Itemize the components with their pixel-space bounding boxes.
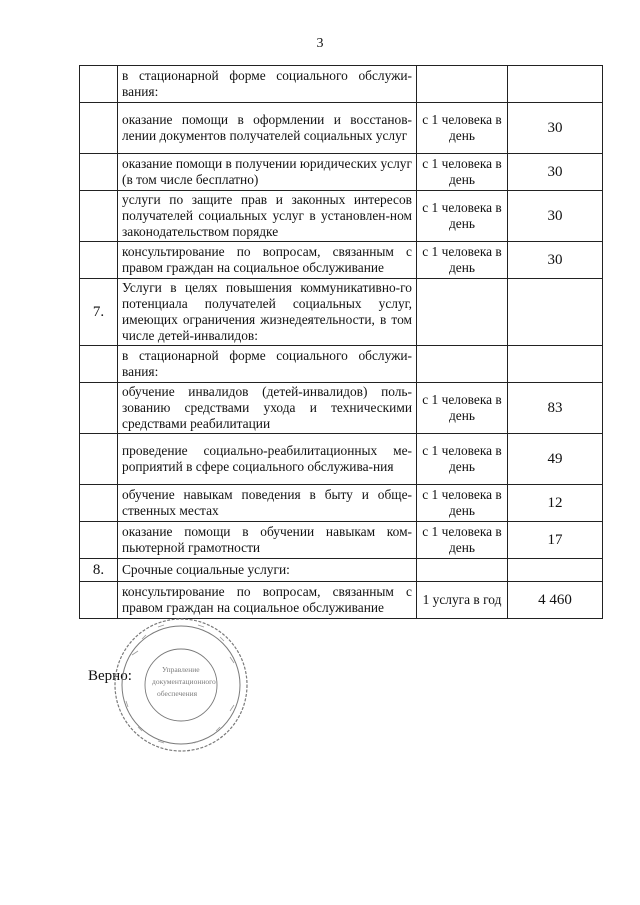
official-stamp xyxy=(112,615,250,755)
service-frequency: с 1 человека в день xyxy=(417,383,508,434)
row-number xyxy=(80,582,118,619)
service-frequency: с 1 человека в день xyxy=(417,242,508,279)
service-frequency: 1 услуга в год xyxy=(417,582,508,619)
stamp-inner-text-line: обеспечения xyxy=(157,689,198,698)
service-frequency xyxy=(417,279,508,346)
service-description: проведение социально-реабилитационных ме-роприятий в сфере социального обслужива-ния xyxy=(118,434,417,485)
service-value: 83 xyxy=(508,383,603,434)
service-description: оказание помощи в оформлении и восстанов-лении документов получателей социальных услуг xyxy=(118,103,417,154)
table-row xyxy=(80,242,603,279)
service-frequency: с 1 человека в день xyxy=(417,434,508,485)
row-number xyxy=(80,485,118,522)
service-description: услуги по защите прав и законных интересов получателей социальных услуг в установлен-ном законодательством порядке xyxy=(118,191,417,242)
table-row xyxy=(80,434,603,485)
table-row xyxy=(80,346,603,383)
row-number xyxy=(80,383,118,434)
row-number: 8. xyxy=(80,559,118,582)
table-row xyxy=(80,279,603,346)
service-value: 30 xyxy=(508,103,603,154)
service-frequency xyxy=(417,559,508,582)
stamp-inner-text-line: документационного xyxy=(152,677,216,686)
service-frequency: с 1 человека в день xyxy=(417,154,508,191)
service-value xyxy=(508,559,603,582)
service-description: в стационарной форме социального обслужи-вания: xyxy=(118,66,417,103)
row-number xyxy=(80,434,118,485)
row-number xyxy=(80,522,118,559)
service-value: 12 xyxy=(508,485,603,522)
service-value xyxy=(508,279,603,346)
service-description: консультирование по вопросам, связанным с правом граждан на социальное обслуживание xyxy=(118,582,417,619)
service-value xyxy=(508,66,603,103)
service-frequency: с 1 человека в день xyxy=(417,103,508,154)
service-value xyxy=(508,346,603,383)
service-value: 4 460 xyxy=(508,582,603,619)
service-value: 17 xyxy=(508,522,603,559)
service-value: 30 xyxy=(508,154,603,191)
row-number xyxy=(80,66,118,103)
service-frequency: с 1 человека в день xyxy=(417,485,508,522)
certification-label: Верно: xyxy=(88,668,132,684)
page-number: 3 xyxy=(316,36,324,51)
table-row xyxy=(80,522,603,559)
stamp-inner-text-line: Управление xyxy=(162,665,200,674)
table-row xyxy=(80,66,603,103)
table-row xyxy=(80,191,603,242)
service-description: обучение инвалидов (детей-инвалидов) поль-зованию средствами ухода и техническими средствами реабилитации xyxy=(118,383,417,434)
service-description: обучение навыкам поведения в быту и обще-ственных местах xyxy=(118,485,417,522)
stamp-seal-graphic xyxy=(112,615,250,755)
table-row xyxy=(80,485,603,522)
services-table xyxy=(79,65,603,619)
table-row xyxy=(80,154,603,191)
service-section-heading: Срочные социальные услуги: xyxy=(118,559,417,582)
service-section-heading: Услуги в целях повышения коммуникативно-го потенциала получателей социальных услуг, имеющих ограничения жизнедеятельности, в том числе детей-инвалидов: xyxy=(118,279,417,346)
table-row xyxy=(80,383,603,434)
row-number xyxy=(80,346,118,383)
service-value: 49 xyxy=(508,434,603,485)
service-value: 30 xyxy=(508,242,603,279)
service-description: консультирование по вопросам, связанным с правом граждан на социальное обслуживание xyxy=(118,242,417,279)
service-description: в стационарной форме социального обслужи-вания: xyxy=(118,346,417,383)
service-description: оказание помощи в получении юридических услуг (в том числе бесплатно) xyxy=(118,154,417,191)
service-frequency xyxy=(417,66,508,103)
table-row xyxy=(80,559,603,582)
service-description: оказание помощи в обучении навыкам ком-пьютерной грамотности xyxy=(118,522,417,559)
row-number xyxy=(80,242,118,279)
service-frequency: с 1 человека в день xyxy=(417,522,508,559)
row-number xyxy=(80,154,118,191)
table-row xyxy=(80,582,603,619)
table-row xyxy=(80,103,603,154)
service-value: 30 xyxy=(508,191,603,242)
row-number xyxy=(80,103,118,154)
row-number xyxy=(80,191,118,242)
service-frequency: с 1 человека в день xyxy=(417,191,508,242)
row-number: 7. xyxy=(80,279,118,346)
service-frequency xyxy=(417,346,508,383)
